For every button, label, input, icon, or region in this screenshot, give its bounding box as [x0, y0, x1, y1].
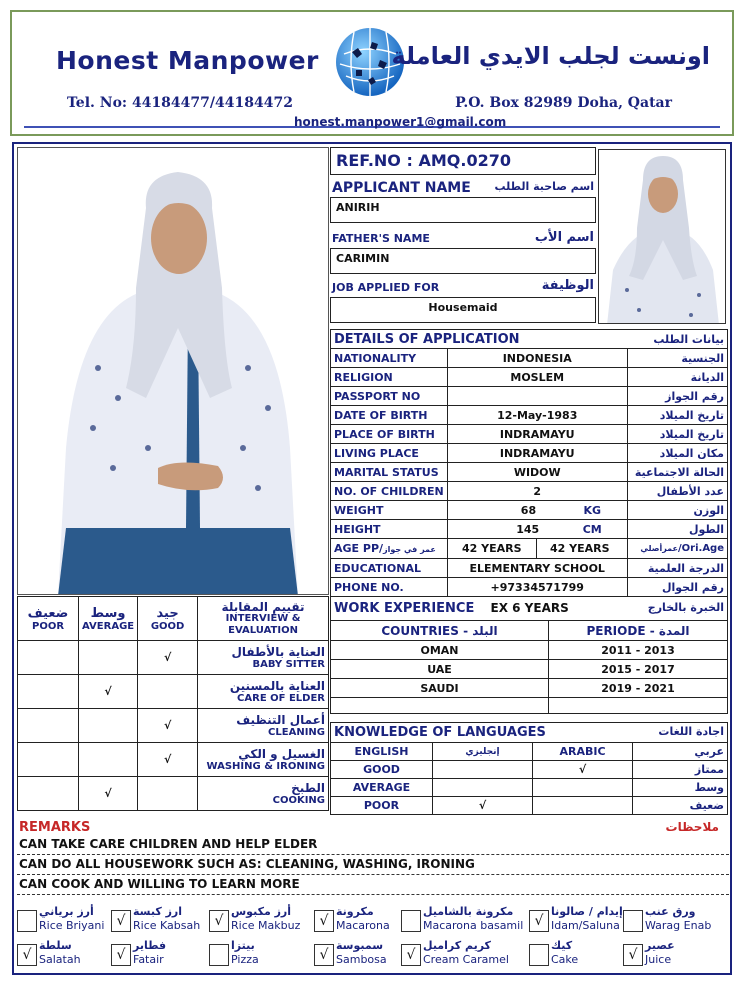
- education-row: EDUCATIONAL ELEMENTARY SCHOOL الدرجة العلمية: [331, 559, 728, 578]
- work-title: WORK EXPERIENCE: [334, 601, 475, 616]
- average-header: وسط AVERAGE: [79, 597, 138, 641]
- work-row: SAUDI 2019 - 2021: [331, 679, 728, 698]
- food-checkbox[interactable]: √: [401, 944, 421, 966]
- food-checkbox[interactable]: √: [17, 944, 37, 966]
- food-checkbox[interactable]: [209, 944, 229, 966]
- work-row: UAE 2015 - 2017: [331, 660, 728, 679]
- ref-no-label: REF.NO :: [336, 151, 413, 170]
- company-name-en: Honest Manpower: [56, 46, 319, 75]
- remarks-title: REMARKS: [19, 820, 91, 835]
- applicant-photo-small: [598, 149, 726, 324]
- food-checkbox[interactable]: √: [314, 910, 334, 932]
- lang-row: GOOD √ ممتاز: [331, 761, 728, 779]
- remark-line: CAN COOK AND WILLING TO LEARN MORE: [17, 875, 729, 895]
- skill-row: √ أعمال التنظيف CLEANING: [18, 709, 329, 743]
- application-form: [12, 142, 732, 975]
- po-box: P.O. Box 82989 Doha, Qatar: [455, 95, 672, 111]
- work-experience-table: [330, 596, 728, 714]
- detail-row: PASSPORT NO رقم الجواز: [331, 387, 728, 406]
- company-name-ar: اونست لجلب الايدي العاملة: [391, 42, 710, 70]
- skill-row: √ الطبخ COOKING: [18, 777, 329, 811]
- food-checkbox[interactable]: √: [111, 910, 131, 932]
- detail-row: NO. OF CHILDREN 2 عدد الأطفال: [331, 482, 728, 501]
- remarks-section: [17, 820, 729, 895]
- food-checkbox[interactable]: √: [529, 910, 549, 932]
- job-label: JOB APPLIED FOR: [332, 281, 440, 294]
- letterhead: [10, 10, 734, 136]
- cooking-skills: أرز برياني Rice Briyani √ ارز كبسة Rice Kabsah √ أرز مكبوس Rice Makbuz √ مكرونة Macarona مكرونة بالشاميل Macarona basamil √ إيدام / صالونا Idam/Saluna ورق عنب Warag Enab √ سلطة Salatah √ فطاير Fatair بيتزا Pizza √ سمبوسة Sambosa √ كريم كراميل Cream Caramel كيك Cake √ عصير Juice: [17, 904, 729, 974]
- remark-line: CAN TAKE CARE CHILDREN AND HELP ELDER: [17, 835, 729, 855]
- applicant-name-field: ANIRIH: [330, 197, 596, 223]
- food-checkbox[interactable]: [17, 910, 37, 932]
- telephone: Tel. No: 44184477/44184472: [67, 95, 293, 111]
- applicant-name-label: APPLICANT NAME: [332, 180, 471, 196]
- period-header: PERIODE - المدة: [549, 621, 728, 641]
- height-row: HEIGHT 145 CM الطول: [331, 520, 728, 539]
- languages-title-ar: اجادة اللغات: [658, 725, 724, 738]
- food-checkbox[interactable]: √: [209, 910, 229, 932]
- countries-header: COUNTRIES - البلد: [331, 621, 549, 641]
- languages-table: KNOWLEDGE OF LANGUAGES اجادة اللغات ENGLISH إنجليزي ARABIC عربي GOOD √ ممتاز AVERAGE وسط POOR √ ضعيف: [330, 722, 728, 815]
- details-title-ar: بيانات الطلب: [627, 330, 727, 349]
- skill-row: √ العناية بالمسنين CARE OF ELDER: [18, 675, 329, 709]
- food-checkbox[interactable]: [401, 910, 421, 932]
- applicant-photo: [17, 147, 329, 595]
- languages-title: KNOWLEDGE OF LANGUAGES: [334, 725, 546, 740]
- food-checkbox[interactable]: √: [111, 944, 131, 966]
- poor-header: ضعيف POOR: [18, 597, 79, 641]
- lang-row: AVERAGE وسط: [331, 779, 728, 797]
- father-name-field: CARIMIN: [330, 248, 596, 274]
- work-row: OMAN 2011 - 2013: [331, 641, 728, 660]
- skill-row: √ الغسيل و الكي WASHING & IRONING: [18, 743, 329, 777]
- details-table: [330, 329, 728, 597]
- detail-row: DATE OF BIRTH 12-May-1983 تاريخ الميلاد: [331, 406, 728, 425]
- ref-no-box: [330, 147, 596, 175]
- lang-row: POOR √ ضعيف: [331, 797, 728, 815]
- good-header: جيد GOOD: [138, 597, 198, 641]
- details-title: DETAILS OF APPLICATION: [331, 330, 628, 349]
- detail-row: LIVING PLACE INDRAMAYU مكان الميلاد: [331, 444, 728, 463]
- work-title-ar: الخبرة بالخارج: [647, 601, 724, 614]
- food-checkbox[interactable]: √: [623, 944, 643, 966]
- detail-row: MARITAL STATUS WIDOW الحالة الاجتماعية: [331, 463, 728, 482]
- phone-row: PHONE NO. +97334571799 رقم الجوال: [331, 578, 728, 597]
- evaluation-header: تقييم المقابلة INTERVIEW & EVALUATION: [198, 597, 329, 641]
- work-years: EX 6 YEARS: [490, 601, 569, 615]
- food-checkbox[interactable]: √: [314, 944, 334, 966]
- email: honest.manpower1@gmail.com: [294, 115, 507, 129]
- age-row: AGE PP/عمر في جواز 42 YEARS 42 YEARS Ori.Age/عمرأصلي: [331, 539, 728, 559]
- detail-row: RELIGION MOSLEM الديانة: [331, 368, 728, 387]
- detail-row: PLACE OF BIRTH INDRAMAYU تاريخ الميلاد: [331, 425, 728, 444]
- job-field: Housemaid: [330, 297, 596, 323]
- ref-no-value: AMQ.0270: [418, 151, 511, 170]
- food-checkbox[interactable]: [529, 944, 549, 966]
- food-checkbox[interactable]: [623, 910, 643, 932]
- detail-row: NATIONALITY INDONESIA الجنسية: [331, 349, 728, 368]
- applicant-name-label-ar: اسم صاحبة الطلب: [494, 180, 594, 193]
- weight-row: WEIGHT 68 KG الوزن: [331, 501, 728, 520]
- remark-line: CAN DO ALL HOUSEWORK SUCH AS: CLEANING, WASHING, IRONING: [17, 855, 729, 875]
- father-name-label: FATHER'S NAME: [332, 232, 430, 245]
- remarks-title-ar: ملاحظات: [665, 820, 719, 834]
- interview-evaluation-table: [17, 596, 329, 811]
- father-name-label-ar: اسم الأب: [534, 230, 594, 245]
- job-label-ar: الوظيفة: [541, 278, 594, 293]
- skill-row: √ العناية بالأطفال BABY SITTER: [18, 641, 329, 675]
